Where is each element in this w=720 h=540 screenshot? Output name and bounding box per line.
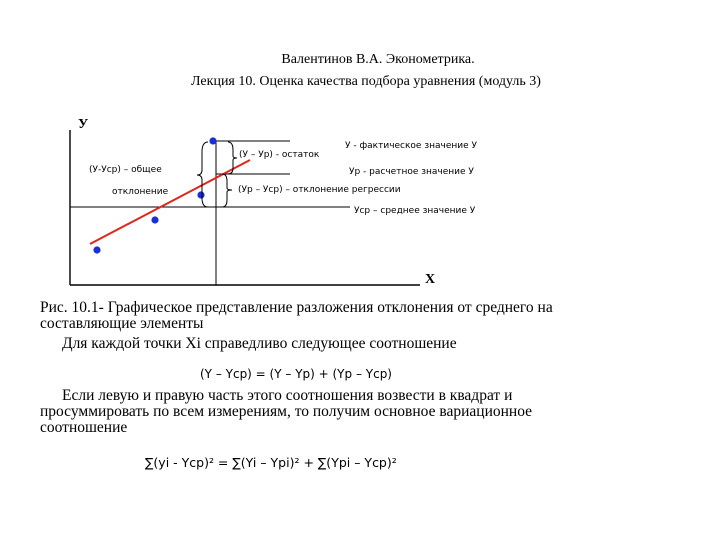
data-point bbox=[197, 191, 204, 198]
data-point bbox=[209, 137, 216, 144]
header-author-title: Валентинов В.А. Эконометрика. bbox=[281, 52, 475, 67]
y-axis-label: У bbox=[78, 117, 89, 132]
label-regression: (Ур – Уср) – отклонение регрессии bbox=[238, 185, 401, 195]
formula-deviation-decomposition: (Y – Ycp) = (Y – Yp) + (Yp – Ycp) bbox=[200, 367, 392, 381]
label-total-line1: (У-Уср) – общее bbox=[89, 165, 162, 175]
legend-predicted: Ур - расчетное значение У bbox=[349, 167, 474, 177]
paragraph-square-line1: Если левую и правую часть этого соотношения возвести в квадрат и bbox=[62, 387, 513, 404]
x-axis-label: X bbox=[425, 272, 436, 287]
figure-caption-line2: составляющие элементы bbox=[40, 315, 204, 332]
figure-caption-line1: Рис. 10.1- Графическое представление разложения отклонения от среднего на bbox=[40, 299, 553, 316]
paragraph-each-point: Для каждой точки Xi справедливо следующее соотношение bbox=[62, 335, 457, 352]
label-total-line2: отклонение bbox=[112, 187, 169, 197]
formula-variation-identity: ∑(yi - Ycp)² = ∑(Yi – Ypi)² + ∑(Ypi – Ycp)² bbox=[145, 455, 397, 470]
paragraph-square-line2: просуммировать по всем измерениям, то получим основное вариационное bbox=[40, 403, 533, 420]
data-point bbox=[151, 216, 158, 223]
paragraph-square-line3: соотношение bbox=[40, 419, 128, 436]
data-point bbox=[93, 246, 100, 253]
label-residual: (У – Ур) - остаток bbox=[239, 150, 320, 160]
residual-brace bbox=[228, 142, 237, 174]
header-lecture-title: Лекция 10. Оценка качества подбора уравнения (модуль 3) bbox=[191, 74, 541, 89]
legend-mean: Уср – среднее значение У bbox=[354, 206, 476, 216]
legend-actual: У - фактическое значение У bbox=[345, 141, 477, 151]
regression-brace bbox=[222, 174, 232, 207]
